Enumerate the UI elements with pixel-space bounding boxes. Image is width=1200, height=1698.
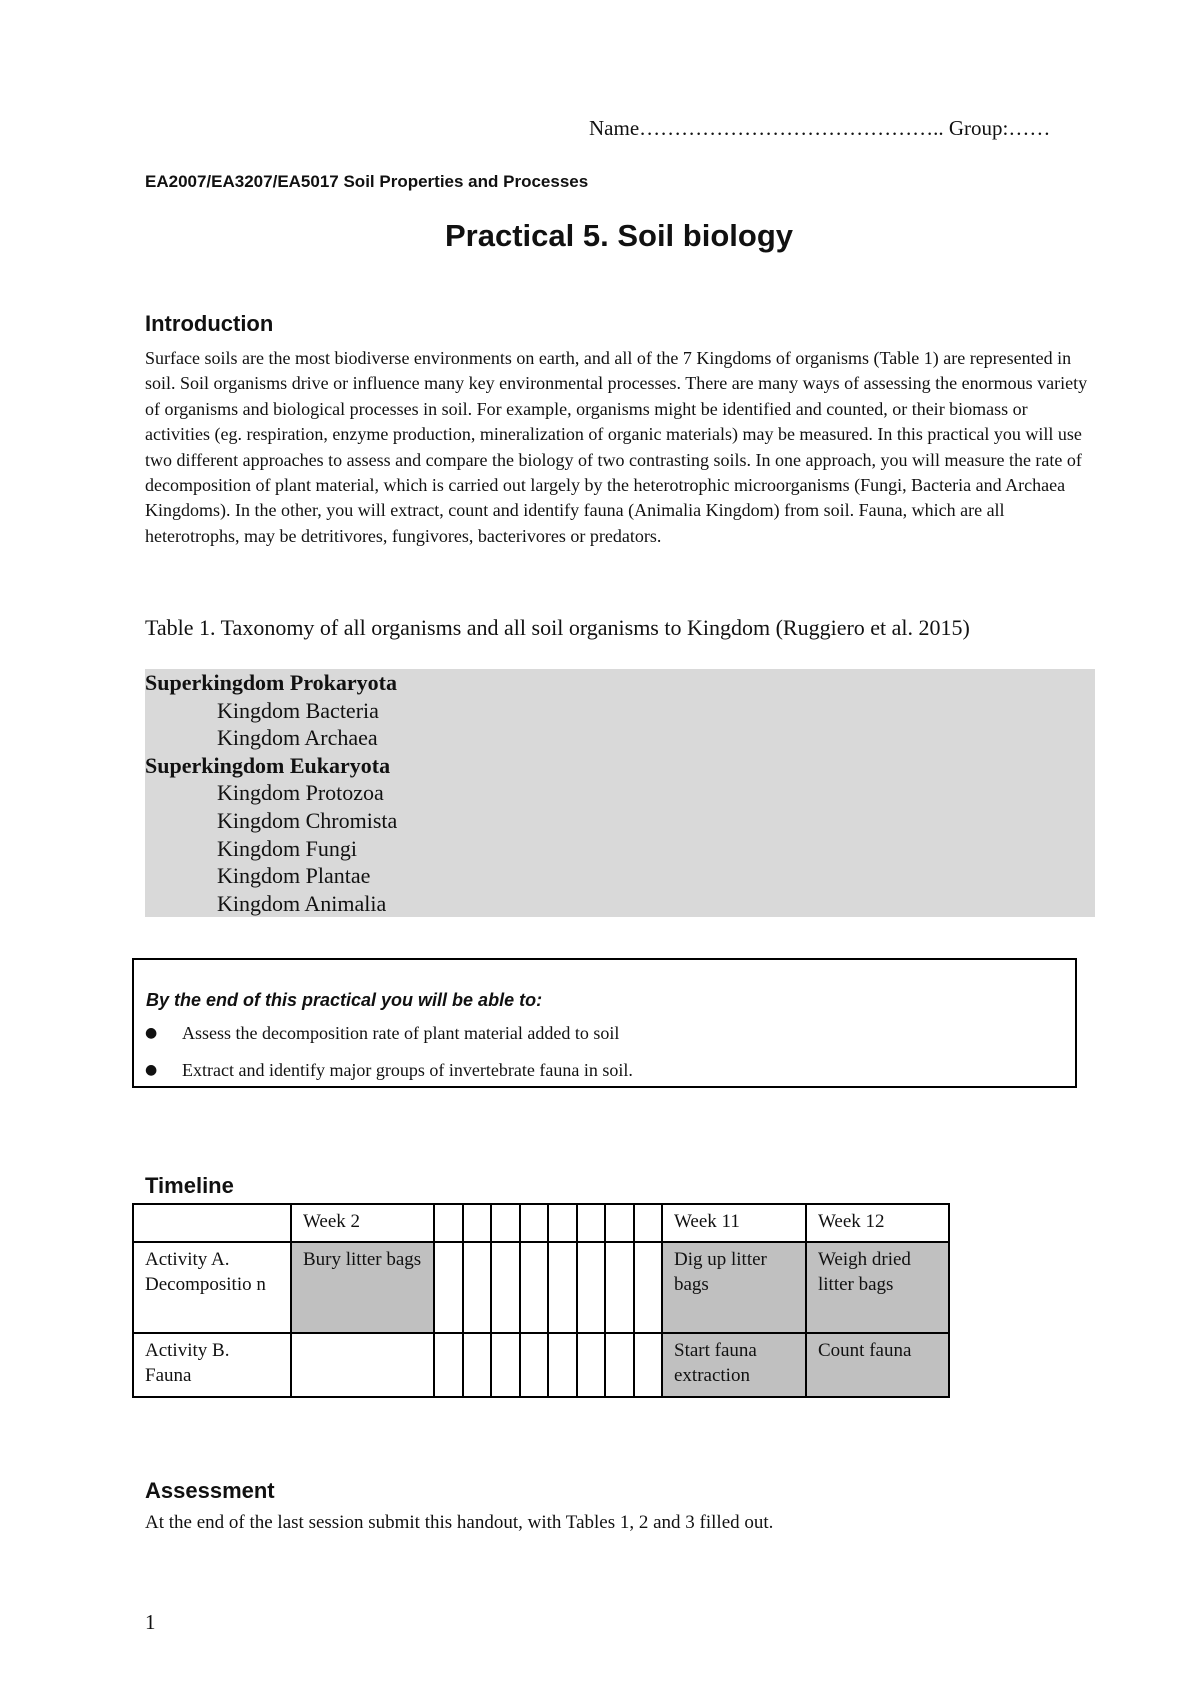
week-cell: [434, 1333, 463, 1397]
activity-b-week11: Start fauna extraction: [662, 1333, 806, 1397]
kingdom-bacteria: Kingdom Bacteria: [217, 697, 379, 723]
timeline-heading: Timeline: [145, 1173, 234, 1198]
superkingdom-prokaryota: Superkingdom Prokaryota: [145, 670, 398, 695]
timeline-row-activity-b: [133, 1333, 949, 1397]
timeline-row-activity-a: [133, 1242, 949, 1333]
week-cell: [520, 1333, 548, 1397]
superkingdom-eukaryota: Superkingdom Eukaryota: [145, 752, 391, 778]
assessment-heading: Assessment: [145, 1478, 275, 1503]
week-cell: [577, 1242, 605, 1333]
week-cell: [548, 1204, 577, 1242]
timeline-corner-cell: [133, 1204, 291, 1242]
kingdom-animalia: Kingdom Animalia: [217, 890, 387, 916]
week-cell: [605, 1242, 634, 1333]
page-title: Practical 5. Soil biology: [445, 218, 793, 253]
timeline-header-row: [133, 1204, 949, 1242]
week-cell: [605, 1333, 634, 1397]
activity-a-week2: Bury litter bags: [291, 1242, 434, 1333]
page-number: 1: [145, 1610, 156, 1634]
activity-a-week11: Dig up litter bags: [662, 1242, 806, 1333]
introduction-paragraph: Surface soils are the most biodiverse environments on earth, and all of the 7 Kingdoms of organisms (Table 1) are represented in soil. Soil organisms drive or influence many key environmental processes. There are many ways of assessing the enormous variety of organisms and biological processes in soil. For example, organisms might be identified and counted, or their biomass or activities (eg. respiration, enzyme production, mineralization of organic materials) may be measured. In this practical you will use two different approaches to assess and compare the biology of two contrasting soils. In one approach, you will measure the rate of decomposition of plant material, which is carried out largely by the heterotrophic microorganisms (Fungi, Bacteria and Archaea Kingdoms). In the other, you will extract, count and identify fauna (Animalia Kingdom) from soil. Fauna, which are all heterotrophs, may be detritivores, fungivores, bacterivores or predators.: [145, 348, 1088, 546]
objectives-heading: By the end of this practical you will be able to:: [146, 990, 543, 1010]
week-cell: [463, 1242, 491, 1333]
activity-b-week2: [291, 1333, 434, 1397]
taxonomy-table: [145, 669, 1095, 917]
objective-item: [145, 1060, 633, 1081]
week-cell: [605, 1204, 634, 1242]
week12-header: Week 12: [806, 1204, 949, 1242]
week-cell: [577, 1204, 605, 1242]
objective-text: Extract and identify major groups of invertebrate fauna in soil.: [182, 1060, 633, 1080]
kingdom-protozoa: Kingdom Protozoa: [217, 780, 384, 806]
course-code: EA2007/EA3207/EA5017 Soil Properties and Processes: [145, 172, 589, 191]
name-group-line: Name…………………………………….. Group:……: [589, 116, 1051, 140]
week-cell: [634, 1204, 662, 1242]
table1-caption: Table 1. Taxonomy of all organisms and all soil organisms to Kingdom (Ruggiero et al. 2015): [145, 615, 970, 640]
week11-header: Week 11: [662, 1204, 806, 1242]
week-cell: [463, 1333, 491, 1397]
kingdom-plantae: Kingdom Plantae: [217, 863, 371, 889]
week-cell: [577, 1333, 605, 1397]
week-cell: [634, 1333, 662, 1397]
week-cell: [491, 1333, 520, 1397]
kingdom-archaea: Kingdom Archaea: [217, 725, 378, 751]
week-cell: [463, 1204, 491, 1242]
objective-text: Assess the decomposition rate of plant material added to soil: [182, 1023, 620, 1043]
activity-a-label: Activity A. Decompositio n: [133, 1242, 291, 1333]
introduction-heading: Introduction: [145, 311, 274, 336]
activity-b-label: Activity B. Fauna: [133, 1333, 291, 1397]
week-cell: [434, 1242, 463, 1333]
kingdom-fungi: Kingdom Fungi: [217, 835, 357, 861]
learning-objectives-box: [132, 958, 1077, 1088]
bullet-icon: ●: [145, 1025, 158, 1041]
week-cell: [548, 1242, 577, 1333]
week-cell: [520, 1242, 548, 1333]
objective-item: [145, 1023, 620, 1044]
week-cell: [491, 1204, 520, 1242]
week-cell: [548, 1333, 577, 1397]
activity-b-week12: Count fauna: [806, 1333, 949, 1397]
activity-a-week12: Weigh dried litter bags: [806, 1242, 949, 1333]
timeline-table: [132, 1203, 950, 1398]
kingdom-chromista: Kingdom Chromista: [217, 807, 398, 833]
week-cell: [434, 1204, 463, 1242]
week-cell: [491, 1242, 520, 1333]
bullet-icon: ●: [145, 1062, 158, 1078]
week-cell: [634, 1242, 662, 1333]
week-cell: [520, 1204, 548, 1242]
assessment-text: At the end of the last session submit this handout, with Tables 1, 2 and 3 filled out.: [145, 1512, 774, 1533]
week2-header: Week 2: [291, 1204, 434, 1242]
